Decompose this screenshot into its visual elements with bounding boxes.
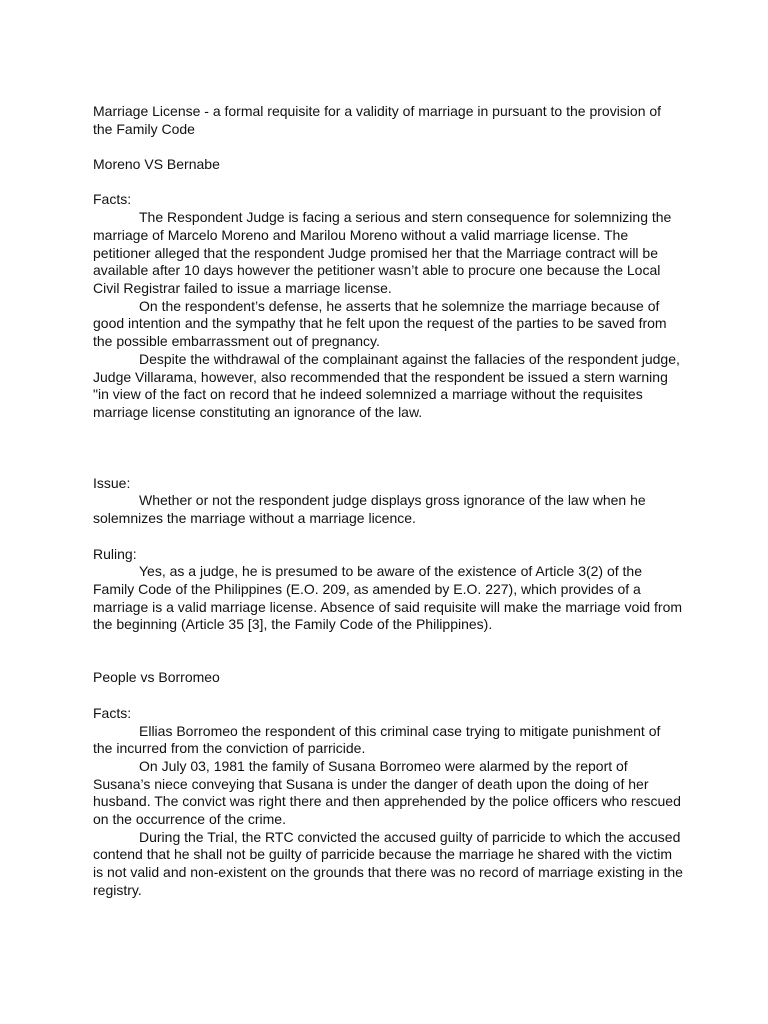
case-2-facts-paragraph: On July 03, 1981 the family of Susana Borromeo were alarmed by the report of Susana’s niece conveying that Susana is under the danger of death upon the doing of her husband. The convict was right there and then apprehended by the police officers who rescued on the occurrence of the crime. bbox=[93, 757, 681, 828]
case-1-facts-paragraph: The Respondent Judge is facing a serious and stern consequence for solemnizing the marriage of Marcelo Moreno and Marilou Moreno without a valid marriage license. The petitioner alleged that the respondent Judge promised her that the Marriage contract will be available after 10 days however the petitioner wasn’t able to procure one because the Local Civil Registrar failed to issue a marriage license. bbox=[93, 209, 672, 296]
title-line-2: the Family Code bbox=[93, 120, 195, 137]
case-1-issue-paragraph: Whether or not the respondent judge displays gross ignorance of the law when he solemnizes the marriage without a marriage licence. bbox=[93, 492, 646, 527]
case-2-name: People vs Borromeo bbox=[93, 669, 220, 686]
case-2-facts-paragraph: Ellias Borromeo the respondent of this criminal case trying to mitigate punishment of the incurred from the conviction of parricide. bbox=[93, 722, 661, 757]
case-1-facts-paragraph: On the respondent’s defense, he asserts that he solemnize the marriage because of good intention and the sympathy that he felt upon the request of the parties to be saved from the possible embarrassment out of pregnancy. bbox=[93, 297, 667, 350]
case-1-facts-heading: Facts: bbox=[93, 191, 132, 208]
case-1-issue-heading: Issue: bbox=[93, 474, 131, 491]
case-1-ruling-paragraph: Yes, as a judge, he is presumed to be aware of the existence of Article 3(2) of the Family Code of the Philippines (E.O. 209, as amended by E.O. 227), which provides of a marriage is a valid marriage license. Absence of said requisite will make the marriage void from the beginning (Article 35 [3], the Family Code of the Philippines). bbox=[93, 563, 683, 633]
case-2-facts-heading: Facts: bbox=[93, 704, 132, 721]
case-1-name: Moreno VS Bernabe bbox=[93, 156, 220, 173]
title-line-1: Marriage License - a formal requisite for a validity of marriage in pursuant to the provision of bbox=[93, 103, 662, 119]
case-1-ruling-heading: Ruling: bbox=[93, 545, 137, 562]
document-page bbox=[93, 103, 683, 900]
case-2-facts-paragraph: During the Trial, the RTC convicted the accused guilty of parricide to which the accused contend that he shall not be guilty of parricide because the marriage he shared with the victim is not valid and non-existent on the grounds that there was no record of marriage existing in the registry. bbox=[93, 828, 683, 898]
case-1-facts-paragraph: Despite the withdrawal of the complainant against the fallacies of the respondent judge, Judge Villarama, however, also recommended that the respondent be issued a stern warning "in view of the fact on record that he indeed solemnized a marriage without the requisites marriage license constituting an ignorance of the law. bbox=[93, 350, 680, 420]
